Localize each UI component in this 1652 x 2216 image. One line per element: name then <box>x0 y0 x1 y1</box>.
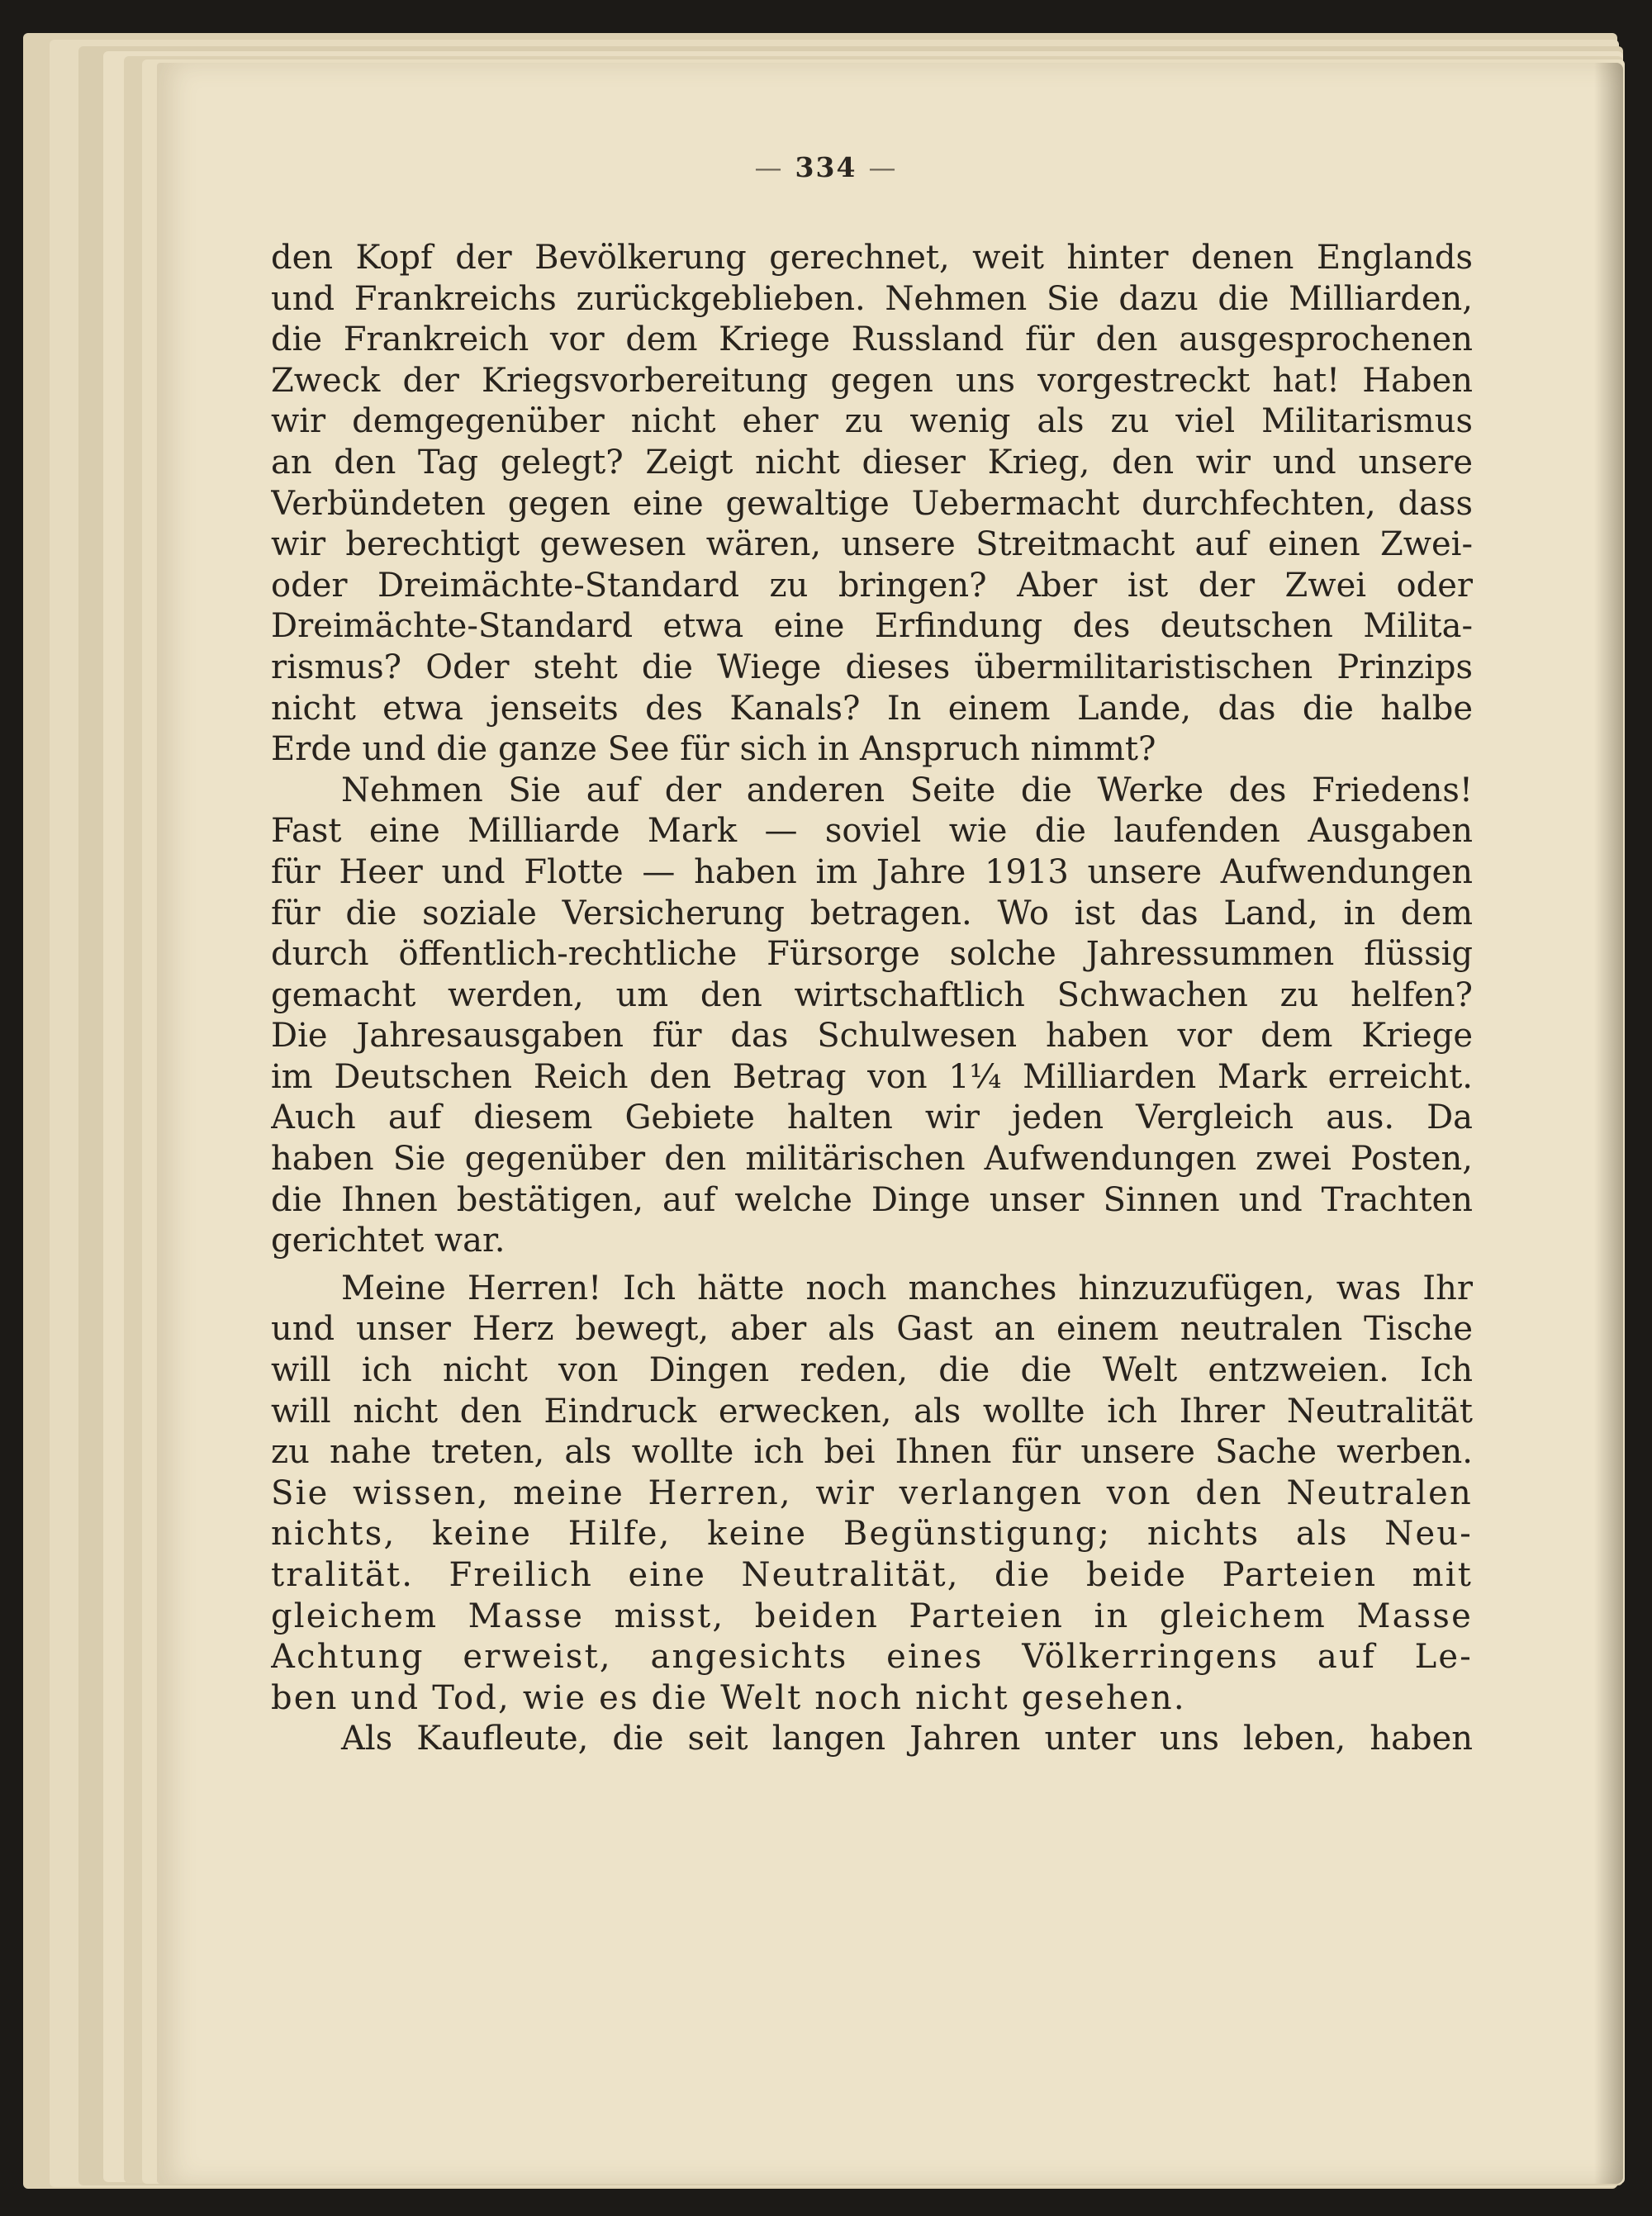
text-line: für Heer und Flotte — haben im Jahre 1913 unsere Aufwendungen <box>271 852 1473 891</box>
text-line: Fast eine Milliarde Mark — soviel wie die laufenden Ausgaben <box>271 812 1473 851</box>
paragraph-1 <box>271 238 1473 771</box>
text-line: nicht etwa jenseits des Kanals? In einem Lande, das die halbe <box>271 689 1473 728</box>
text-line: und unser Herz bewegt, aber als Gast an einem neutralen Tische <box>271 1310 1473 1349</box>
text-line-spaced: tralität. Freilich eine Neutralität, die beide Parteien mit <box>271 1556 1473 1594</box>
text-line: im Deutschen Reich den Betrag von 1¼ Milliarden Mark erreicht. <box>271 1057 1473 1096</box>
text-line-spaced: ben und Tod, wie es die Welt noch nicht gesehen. <box>271 1678 1186 1717</box>
text-line: zu nahe treten, als wollte ich bei Ihnen für unsere Sache werben. <box>271 1433 1473 1472</box>
text-line: für die soziale Versicherung betragen. Wo ist das Land, in dem <box>271 894 1473 932</box>
text-line: wir demgegenüber nicht eher zu wenig als zu viel Militarismus <box>271 402 1473 441</box>
text-line: gemacht werden, um den wirtschaftlich Schwachen zu helfen? <box>271 975 1473 1014</box>
text-line: oder Dreimächte-Standard zu bringen? Aber ist der Zwei oder <box>271 566 1473 605</box>
text-line: Erde und die ganze See für sich in Anspruch nimmt? <box>271 730 1156 769</box>
page-number-dash-right: — <box>868 151 898 183</box>
text-line: Nehmen Sie auf der anderen Seite die Werke des Friedens! <box>341 771 1473 809</box>
text-line: durch öffentlich-rechtliche Fürsorge solche Jahressummen flüssig <box>271 935 1473 974</box>
text-line: wir berechtigt gewesen wären, unsere Streitmacht auf einen Zwei- <box>271 525 1473 564</box>
text-line-spaced: nichts, keine Hilfe, keine Begünstigung; nichts als Neu- <box>271 1515 1473 1554</box>
body-text <box>271 238 1473 1760</box>
binding-shadow <box>1594 63 1623 2184</box>
text-line: Verbündeten gegen eine gewaltige Uebermacht durchfechten, dass <box>271 484 1473 523</box>
text-line: Die Jahresausgaben für das Schulwesen haben vor dem Kriege <box>271 1017 1473 1056</box>
text-line: will nicht den Eindruck erwecken, als wollte ich Ihrer Neutralität <box>271 1392 1473 1431</box>
text-line-spaced: gleichem Masse misst, beiden Parteien in gleichem Masse <box>271 1597 1473 1635</box>
text-line-spaced: Sie wissen, meine Herren, wir verlangen von den Neutralen <box>271 1473 1473 1512</box>
text-line: Als Kaufleute, die seit langen Jahren unter uns leben, haben <box>341 1720 1473 1758</box>
text-line: gerichtet war. <box>271 1222 506 1260</box>
text-line: und Frankreichs zurückgeblieben. Nehmen Sie dazu die Milliarden, <box>271 279 1473 318</box>
paragraph-2 <box>271 771 1473 1262</box>
text-line: Dreimächte-Standard etwa eine Erfindung des deutschen Milita- <box>271 607 1473 646</box>
text-line: Meine Herren! Ich hätte noch manches hinzuzufügen, was Ihr <box>341 1269 1473 1307</box>
text-line: Auch auf diesem Gebiete halten wir jeden Vergleich aus. Da <box>271 1099 1473 1137</box>
page-number-value: 334 <box>795 151 857 183</box>
paragraph-gap <box>271 1262 1473 1269</box>
text-line: die Frankreich vor dem Kriege Russland für den ausgesprochenen <box>271 320 1473 359</box>
text-line: rismus? Oder steht die Wiege dieses übermilitaristischen Prinzips <box>271 648 1473 686</box>
text-line: an den Tag gelegt? Zeigt nicht dieser Krieg, den wir und unsere <box>271 443 1473 482</box>
text-line: den Kopf der Bevölkerung gerechnet, weit hinter denen Englands <box>271 239 1473 277</box>
text-line: Zweck der Kriegsvorbereitung gegen uns vorgestreckt hat! Haben <box>271 361 1473 400</box>
paragraph-3 <box>271 1269 1473 1720</box>
text-line: will ich nicht von Dingen reden, die die Welt entzweien. Ich <box>271 1351 1473 1390</box>
page-number-dash-left: — <box>754 151 784 183</box>
page-number <box>661 151 991 183</box>
text-line-spaced: Achtung erweist, angesichts eines Völkerringens auf Le- <box>271 1638 1473 1677</box>
text-line: die Ihnen bestätigen, auf welche Dinge unser Sinnen und Trachten <box>271 1180 1473 1219</box>
paragraph-4 <box>271 1719 1473 1760</box>
text-line: haben Sie gegenüber den militärischen Aufwendungen zwei Posten, <box>271 1140 1473 1179</box>
